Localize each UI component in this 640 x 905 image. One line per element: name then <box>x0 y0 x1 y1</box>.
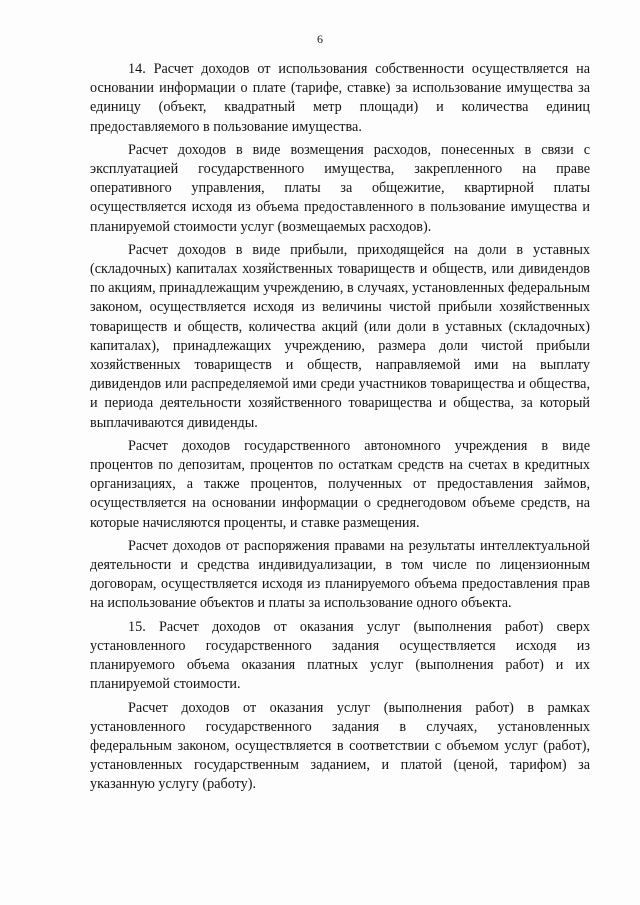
page-number: 6 <box>317 32 323 46</box>
paragraph-4: Расчет доходов государственного автономного учреждения в виде процентов по депозитам, процентов по остаткам средств на счетах в кредитных организациях, а также процентов, полученных от предоставления займов, осуществляется на основании информации о среднегодовом объеме средств, на которые начисляются проценты, и ставке размещения. <box>90 437 590 531</box>
paragraph-7: Расчет доходов от оказания услуг (выполнения работ) в рамках установленного государственного задания в случаях, установленных федеральным законом, осуществляется в соответствии с объемом услуг (работ), установленных государственным заданием, и платой (ценой, тарифом) за указанную услугу (работу). <box>90 699 590 793</box>
paragraph-6: 15. Расчет доходов от оказания услуг (выполнения работ) сверх установленного государственного задания осуществляется исходя из планируемого объема оказания платных услуг (выполнения работ) и их планируемой стоимости. <box>90 618 590 693</box>
document-body <box>90 60 590 799</box>
paragraph-1: 14. Расчет доходов от использования собственности осуществляется на основании информации о плате (тарифе, ставке) за использование имущества за единицу (объект, квадратный метр площади) и количества единиц предоставляемого в пользование имущества. <box>90 61 590 135</box>
paragraph-5: Расчет доходов от распоряжения правами на результаты интеллектуальной деятельности и средства индивидуализации, в том числе по лицензионным договорам, осуществляется исходя из планируемого объема предоставления прав на использование объектов и платы за использование одного объекта. <box>90 537 590 612</box>
paragraph-2: Расчет доходов в виде возмещения расходов, понесенных в связи с эксплуатацией государственного имущества, закрепленного на праве оперативного управления, платы за общежитие, квартирной платы осуществляется исходя из объема предоставленного в пользование имущества и планируемой стоимости услуг (возмещаемых расходов). <box>90 141 590 235</box>
paragraph-3: Расчет доходов в виде прибыли, приходящейся на доли в уставных (складочных) капиталах хозяйственных товариществ и обществ, или дивидендов по акциям, принадлежащим учреждению, в случаях, установленных федеральным законом, осуществляется исходя из величины чистой прибыли хозяйственных товариществ и обществ, количества акций (или доли в уставных (складочных) капиталах), принадлежащих учреждению, размера доли чистой прибыли хозяйственных товариществ и обществ, направляемой ими на выплату дивидендов или распределяемой ими среди участников товарищества и общества, и периода деятельности хозяйственного товарищества и общества, за который выплачиваются дивиденды. <box>90 241 590 431</box>
